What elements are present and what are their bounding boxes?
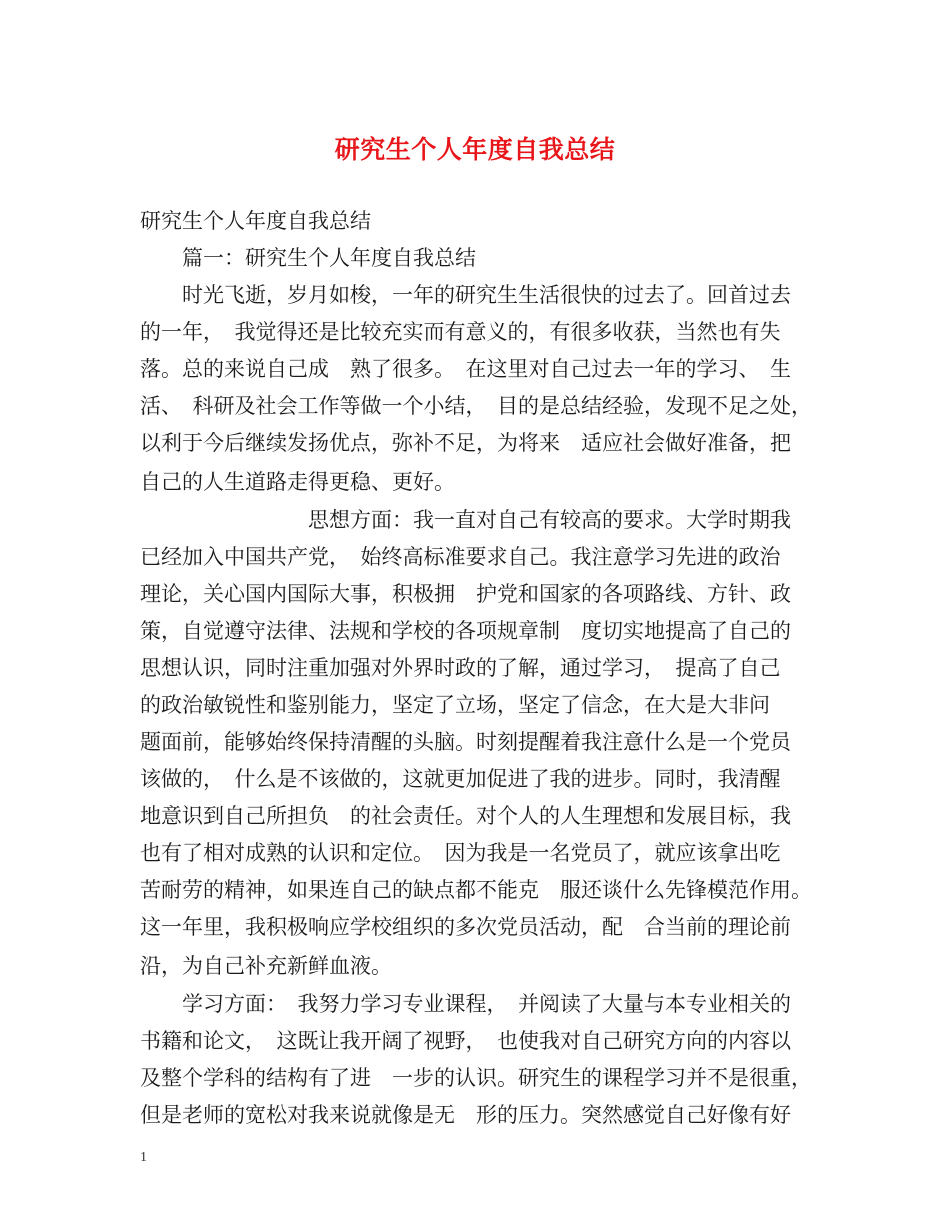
page-number: 1 [140,1150,147,1165]
text-line: 及整个学科的结构有了进 一步的认识。研究生的课程学习并不是很重， [140,1066,812,1090]
text-line: 的政治敏锐性和鉴别能力，坚定了立场，坚定了信念，在大是大非问 [140,693,770,717]
text-line: 时光飞逝，岁月如梭，一年的研究生生活很快的过去了。回首过去 [140,283,791,307]
text-line: 篇一：研究生个人年度自我总结 [140,246,476,270]
text-line: 已经加入中国共产党， 始终高标准要求自己。我注意学习先进的政治 [140,545,781,569]
text-line: 也有了相对成熟的认识和定位。 因为我是一名党员了，就应该拿出吃 [140,841,781,865]
text-line: 策，自觉遵守法律、法规和学校的各项规章制 度切实地提高了自己的 [140,619,791,643]
text-line: 沿，为自己补充新鲜血液。 [140,954,392,978]
text-line: 地意识到自己所担负 的社会责任。对个人的人生理想和发展目标，我 [140,804,791,828]
document-body [140,203,830,1134]
text-line: 该做的， 什么是不该做的，这就更加促进了我的进步。同时，我清醒 [140,767,781,791]
text-line: 思想方面：我一直对自己有较高的要求。大学时期我 [140,508,791,532]
text-line: 以利于今后继续发扬优点，弥补不足，为将来 适应社会做好准备，把 [140,431,791,455]
text-line: 落。总的来说自己成 熟了很多。 在这里对自己过去一年的学习、 生 [140,357,791,381]
text-line: 活、 科研及社会工作等做一个小结， 目的是总结经验，发现不足之处， [140,394,812,418]
text-line: 苦耐劳的精神，如果连自己的缺点都不能克 服还谈什么先锋模范作用。 [140,878,812,902]
text-line: 学习方面： 我努力学习专业课程， 并阅读了大量与本专业相关的 [140,992,791,1016]
document-title: 研究生个人年度自我总结 [334,135,616,164]
text-line: 题面前，能够始终保持清醒的头脑。时刻提醒着我注意什么是一个党员 [140,730,791,754]
text-line: 理论，关心国内国际大事，积极拥 护党和国家的各项路线、方针、政 [140,582,791,606]
text-line: 但是老师的宽松对我来说就像是无 形的压力。突然感觉自己好像有好 [140,1103,791,1127]
text-line: 的一年， 我觉得还是比较充实而有意义的，有很多收获，当然也有失 [140,320,781,344]
text-line: 研究生个人年度自我总结 [140,209,371,233]
text-line: 书籍和论文， 这既让我开阔了视野， 也使我对自己研究方向的内容以 [140,1029,791,1053]
text-line: 思想认识，同时注重加强对外界时政的了解，通过学习， 提高了自己 [140,656,781,680]
text-line: 自己的人生道路走得更稳、更好。 [140,470,455,494]
text-line: 这一年里，我积极响应学校组织的多次党员活动，配 合当前的理论前 [140,915,791,939]
